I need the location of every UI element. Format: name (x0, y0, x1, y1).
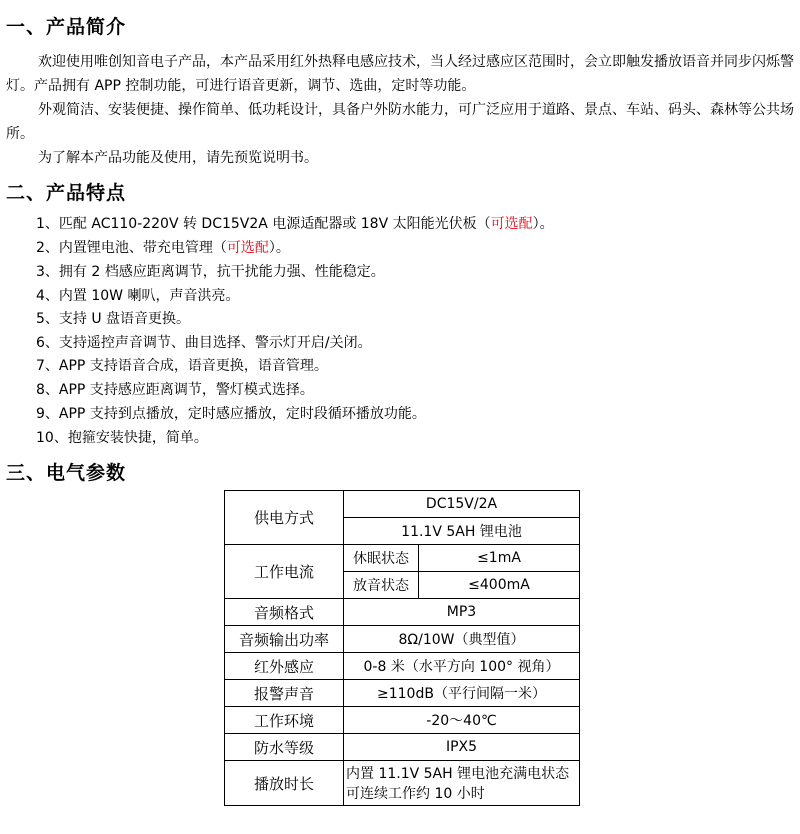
feature-item: 2、内置锂电池、带充电管理（可选配）。 (36, 240, 290, 256)
intro-paragraph-1: 欢迎使用唯创知音电子产品，本产品采用红外热释电感应技术，当人经过感应区范围时，会立即触发播放语音并同步闪烁警灯。产品拥有 APP 控制功能，可进行语音更新，调节、选曲，定时等功能。 (6, 54, 794, 94)
sleep-value: ≤1mA (419, 545, 580, 572)
feature-item: 6、支持遥控声音调节、曲目选择、警示灯开启/关闭。 (36, 335, 372, 351)
feature-item: 1、匹配 AC110-220V 转 DC15V2A 电源适配器或 18V 太阳能光伏板（可选配）。 (36, 216, 554, 232)
playtime-label: 播放时长 (225, 761, 344, 806)
section-title-params: 三、电气参数 (6, 462, 127, 484)
env-value: -20～40℃ (344, 707, 580, 734)
power-value-2: 11.1V 5AH 锂电池 (344, 518, 580, 545)
output-label: 音频输出功率 (225, 626, 344, 653)
feature-item: 5、支持 U 盘语音更换。 (36, 311, 191, 327)
table-row (225, 680, 580, 707)
table-row (225, 707, 580, 734)
sleep-label: 休眠状态 (344, 545, 419, 572)
feature-item: 9、APP 支持到点播放，定时感应播放，定时段循环播放功能。 (36, 406, 426, 422)
format-value: MP3 (344, 599, 580, 626)
format-label: 音频格式 (225, 599, 344, 626)
table-row (225, 626, 580, 653)
section-title-intro: 一、产品简介 (6, 16, 127, 38)
env-label: 工作环境 (225, 707, 344, 734)
play-value: ≤400mA (419, 572, 580, 599)
current-label: 工作电流 (225, 545, 344, 599)
power-value-1: DC15V/2A (344, 491, 580, 518)
waterproof-label: 防水等级 (225, 734, 344, 761)
intro-paragraph-2: 外观简洁、安装便捷、操作简单、低功耗设计，具备户外防水能力，可广泛应用于道路、景点、车站、码头、森林等公共场所。 (6, 102, 794, 142)
feature-item: 8、APP 支持感应距离调节，警灯模式选择。 (36, 382, 314, 398)
intro-paragraph-3: 为了解本产品功能及使用，请先预览说明书。 (38, 150, 318, 166)
ir-value: 0-8 米（水平方向 100° 视角） (344, 653, 580, 680)
params-table (224, 490, 580, 806)
waterproof-value: IPX5 (344, 734, 580, 761)
feature-item: 7、APP 支持语音合成，语音更换，语音管理。 (36, 358, 328, 374)
output-value: 8Ω/10W（典型值） (344, 626, 580, 653)
alarm-value: ≥110dB（平行间隔一米） (344, 680, 580, 707)
section-title-features: 二、产品特点 (6, 182, 127, 204)
table-row (225, 734, 580, 761)
feature-item: 3、拥有 2 档感应距离调节，抗干扰能力强、性能稳定。 (36, 264, 385, 280)
play-label: 放音状态 (344, 572, 419, 599)
table-row (225, 545, 580, 572)
table-row (225, 653, 580, 680)
table-row (225, 599, 580, 626)
feature-item: 4、内置 10W 喇叭，声音洪亮。 (36, 288, 240, 304)
feature-item: 10、抱箍安装快捷，简单。 (36, 430, 208, 446)
table-row (225, 491, 580, 518)
table-row (225, 761, 580, 806)
alarm-label: 报警声音 (225, 680, 344, 707)
ir-label: 红外感应 (225, 653, 344, 680)
playtime-value: 内置 11.1V 5AH 锂电池充满电状态可连续工作约 10 小时 (344, 761, 580, 806)
power-label: 供电方式 (225, 491, 344, 545)
